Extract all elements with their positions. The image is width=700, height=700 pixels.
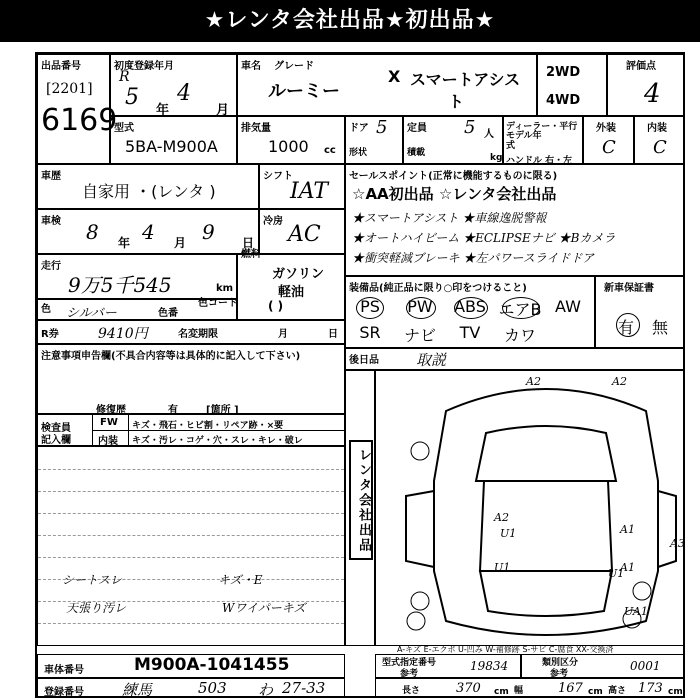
- rental-stamp-text: レンタ会社出品: [356, 448, 371, 553]
- exterior-label: 外装: [596, 123, 616, 134]
- writing-area: [37, 446, 345, 646]
- wheel-rl2: [407, 612, 425, 630]
- history-value: 自家用 ・(レンタ ): [82, 182, 216, 201]
- after-label: 後日品: [349, 355, 379, 366]
- damage-diagram: [375, 370, 685, 646]
- rule-line: [38, 557, 344, 558]
- registration-label: 登録番号: [44, 687, 84, 698]
- model-box: [110, 116, 237, 164]
- sales-point-line4: ★衝突軽減ブレーキ ★左パワースライドドア: [352, 251, 595, 265]
- equip-abs: ABS: [454, 297, 486, 316]
- repair-label: 修復歴: [96, 405, 126, 416]
- equip-navi: ナビ: [403, 326, 436, 345]
- equip-ps-circle: [356, 297, 384, 319]
- lot-number: 6169: [41, 103, 118, 138]
- banner-title: ★レンタ会社出品★初出品★: [0, 0, 700, 42]
- equip-airbag-circle: [502, 297, 540, 319]
- mileage-box: [37, 254, 237, 299]
- equip-aw: AW: [555, 297, 581, 316]
- load-unit: kg: [490, 153, 503, 163]
- length-label: 長さ: [402, 686, 421, 696]
- car-outline: [376, 371, 684, 645]
- handnote-seat: シートスレ: [62, 573, 122, 587]
- load-label: 積載: [407, 148, 426, 158]
- rule-line: [38, 513, 344, 514]
- inspector-inner: 内装: [98, 436, 118, 447]
- model-label: 型式: [114, 123, 134, 134]
- equip-sr: SR: [359, 323, 381, 342]
- rear-window: [480, 571, 612, 616]
- rule-line: [38, 535, 344, 536]
- registration-box: [37, 678, 345, 698]
- type-no-ref: 参考: [400, 669, 419, 679]
- wheel-rl: [411, 592, 429, 610]
- history-label: 車歴: [41, 171, 61, 182]
- mark-a1-right: A1: [620, 523, 635, 536]
- shift-value: IAT: [290, 179, 329, 204]
- mark-u1-left: U1: [500, 527, 517, 540]
- grade-name: スマートアシス: [410, 70, 521, 89]
- manual-no: 無: [651, 318, 668, 337]
- registration-number: 27-33: [282, 679, 326, 697]
- grade-name-2: ト: [448, 92, 465, 111]
- inspection-year: 8: [86, 220, 99, 244]
- capacity-value: 5: [464, 117, 476, 138]
- doors-label: ドア: [349, 123, 369, 134]
- equip-pw-circle: [406, 297, 436, 319]
- fuel-diesel: 軽油: [278, 285, 305, 300]
- drive-box: [537, 54, 607, 116]
- inspection-month: 4: [142, 220, 155, 244]
- shift-label: シフト: [263, 171, 293, 182]
- chassis-value: M900A-1041455: [134, 655, 290, 675]
- mark-a2-front-left: A2: [526, 375, 541, 388]
- inspection-month-unit: 月: [174, 236, 187, 250]
- year-unit: 年: [156, 103, 170, 118]
- inspector-box: [37, 414, 345, 446]
- inspection-day: 9: [202, 220, 215, 244]
- damage-legend: A-キズ E-エクボ U-凹み W-補修跡 S-サビ C-腐食 XX-交換済: [397, 645, 614, 654]
- handle-label: ハンドル 右・左: [506, 156, 573, 166]
- ac-box: [259, 209, 345, 254]
- ac-value: AC: [288, 222, 321, 247]
- mark-a3-right: A3: [670, 537, 684, 550]
- right-side: [658, 491, 676, 567]
- chassis-label: 車体番号: [44, 665, 84, 676]
- model-year-label: モデル年式: [506, 131, 542, 151]
- month-unit: 月: [216, 103, 230, 118]
- mark-ua1-rear: UA1: [624, 605, 648, 618]
- recycle-value: 9410円: [98, 326, 148, 342]
- displacement-label: 排気量: [241, 123, 271, 134]
- equip-abs-circle: [454, 297, 488, 319]
- type-no-box: [375, 654, 521, 678]
- length-value: 370: [456, 681, 481, 696]
- sales-point-line1: ☆AA初出品 ☆レンタ会社出品: [352, 185, 557, 203]
- color-box: [37, 299, 237, 320]
- width-value: 167: [558, 681, 583, 696]
- rule-line: [38, 491, 344, 492]
- recycle-label: R券: [41, 329, 59, 340]
- equip-leather: カワ: [503, 326, 536, 345]
- color-value: シルバー: [66, 306, 117, 321]
- fuel-box: [237, 249, 345, 320]
- inspection-label: 車検: [41, 216, 61, 227]
- rule-line: [38, 623, 344, 624]
- car-name-box: [237, 54, 537, 116]
- wheel-rr: [633, 582, 651, 600]
- height-label: 高さ: [608, 686, 627, 696]
- mark-u1-left-2: U1: [494, 561, 511, 574]
- roof: [480, 481, 612, 571]
- inspection-year-unit: 年: [118, 236, 131, 250]
- class-no-value: 0001: [630, 659, 661, 673]
- sales-point-line2: ★スマートアシスト ★車線逸脱警報: [352, 211, 547, 225]
- manual-label: 新車保証書: [604, 283, 654, 294]
- color-code-label: 色コード: [198, 298, 238, 309]
- repair-spot: [箇所 ]: [206, 405, 239, 416]
- model-value: 5BA-M900A: [125, 137, 218, 156]
- height-unit: cm: [668, 687, 683, 697]
- lot-box: [37, 54, 118, 164]
- displacement-box: [237, 116, 345, 164]
- type-no-label: 型式指定番号: [382, 658, 437, 668]
- first-reg-box: [110, 54, 237, 116]
- mark-u1-right: U1: [608, 567, 625, 580]
- sales-point-label: セールスポイント(正常に機能するものに限る): [349, 171, 558, 182]
- mileage-unit: km: [216, 283, 234, 294]
- score-label: 評価点: [626, 61, 656, 72]
- capacity-unit: 人: [484, 129, 494, 140]
- change-day: 日: [328, 329, 338, 340]
- car-name-label: 車名: [241, 61, 261, 72]
- inspector-label-2: 記入欄: [41, 435, 71, 446]
- capacity-box: [403, 116, 503, 164]
- grade-label: グレード: [274, 61, 314, 72]
- mileage-label: 走行: [41, 261, 61, 272]
- fuel-label: 燃料: [241, 249, 261, 260]
- class-no-label: 類別区分: [542, 658, 579, 668]
- exterior-box: [583, 116, 634, 164]
- mark-a2-front-right: A2: [612, 375, 627, 388]
- first-reg-month: 4: [177, 81, 191, 106]
- car-name: ルーミー: [268, 81, 340, 102]
- length-unit: cm: [494, 687, 509, 697]
- after-box: [345, 348, 685, 370]
- equipment-box: [345, 276, 595, 348]
- rule-line: [38, 469, 344, 470]
- notes-box: [37, 344, 345, 414]
- sales-point-box: [345, 164, 685, 276]
- recycle-box: [37, 320, 345, 344]
- manual-yes: 有: [617, 318, 634, 337]
- registration-class: 503: [198, 679, 227, 697]
- fuel-other: ( ): [268, 299, 284, 313]
- windshield: [476, 426, 616, 481]
- inspector-inner-text: キズ・汚レ・コゲ・穴・スレ・キレ・破レ: [132, 436, 303, 446]
- divider: [128, 415, 129, 447]
- lot-label: 出品番号: [41, 61, 81, 72]
- width-unit: cm: [588, 687, 603, 697]
- handnote-wiper: Wワイパーキズ: [222, 601, 306, 615]
- ac-label: 冷房: [263, 216, 283, 227]
- inspection-day-unit: 日: [242, 236, 255, 250]
- change-month: 月: [278, 329, 288, 340]
- left-side: [406, 491, 434, 567]
- manual-box: [595, 276, 685, 348]
- equip-pw: PW: [407, 297, 433, 316]
- interior-box: [634, 116, 685, 164]
- drive-4wd: 4WD: [546, 93, 581, 108]
- mileage-value: 9万5千545: [68, 273, 172, 297]
- handnote-ceiling: 天張り汚レ: [66, 601, 127, 615]
- fuel-gas: ガソリン: [272, 267, 325, 282]
- interior-value: C: [653, 137, 667, 158]
- repair-value: 有: [168, 405, 178, 416]
- form-label: 形状: [349, 148, 368, 158]
- manual-yes-circle: [616, 313, 640, 337]
- after-value: 取説: [416, 351, 447, 369]
- sales-point-line3: ★オートハイビーム ★ECLIPSEナビ ★Bカメラ: [352, 231, 616, 245]
- equip-ps: PS: [360, 297, 380, 316]
- exterior-value: C: [602, 137, 616, 158]
- chassis-box: [37, 654, 345, 678]
- first-reg-label: 初度登録年月: [114, 61, 174, 72]
- inspection-box: [37, 209, 259, 254]
- history-box: [37, 164, 259, 209]
- class-no-box: [521, 654, 685, 678]
- doors-value: 5: [376, 117, 388, 138]
- displacement-unit: cc: [324, 145, 336, 156]
- displacement-value: 1000: [268, 137, 309, 156]
- notes-label: 注意事項申告欄(不具合内容等は具体的に記入して下さい): [41, 351, 301, 362]
- equip-airbag: エアB: [498, 300, 542, 319]
- height-value: 173: [638, 681, 663, 696]
- first-reg-era: R: [119, 69, 130, 85]
- shift-box: [259, 164, 345, 209]
- type-no-value: 19834: [470, 659, 509, 673]
- color-no-label: 色番: [158, 308, 178, 319]
- registration-kana: わ: [258, 681, 274, 699]
- grade-x: X: [388, 67, 401, 86]
- dealer-label: ディーラー・平行: [506, 122, 578, 132]
- equip-tv: TV: [459, 323, 481, 342]
- dims-box: [375, 678, 685, 698]
- drive-2wd: 2WD: [546, 65, 581, 80]
- score-value: 4: [644, 79, 661, 109]
- dealer-box: [503, 116, 583, 164]
- mark-a1-right-2: A1: [620, 561, 635, 574]
- change-label: 名変期限: [178, 329, 218, 340]
- doors-box: [345, 116, 403, 164]
- inspector-fw-text: キズ・飛石・ヒビ割・リペア跡・×要: [132, 421, 284, 431]
- handnote-scratch: キズ・E: [218, 573, 263, 587]
- divider: [92, 415, 93, 447]
- mark-a2-left: A2: [494, 511, 509, 524]
- class-no-ref: 参考: [550, 669, 569, 679]
- capacity-label: 定員: [407, 123, 427, 134]
- color-label: 色: [41, 304, 51, 315]
- score-box: [607, 54, 685, 116]
- interior-label: 内装: [647, 123, 667, 134]
- lot-code: [2201]: [46, 81, 93, 97]
- inspector-label: 検査員: [41, 423, 71, 434]
- first-reg-year: 5: [125, 85, 139, 110]
- wheel-fl: [411, 442, 429, 460]
- width-label: 幅: [514, 686, 524, 696]
- rental-stamp: [349, 440, 373, 560]
- equipment-label: 装備品(純正品に限り○印をつけること): [349, 283, 527, 294]
- auction-sheet: [35, 52, 685, 698]
- registration-city: 練馬: [122, 681, 153, 699]
- inspector-fw: FW: [100, 417, 118, 428]
